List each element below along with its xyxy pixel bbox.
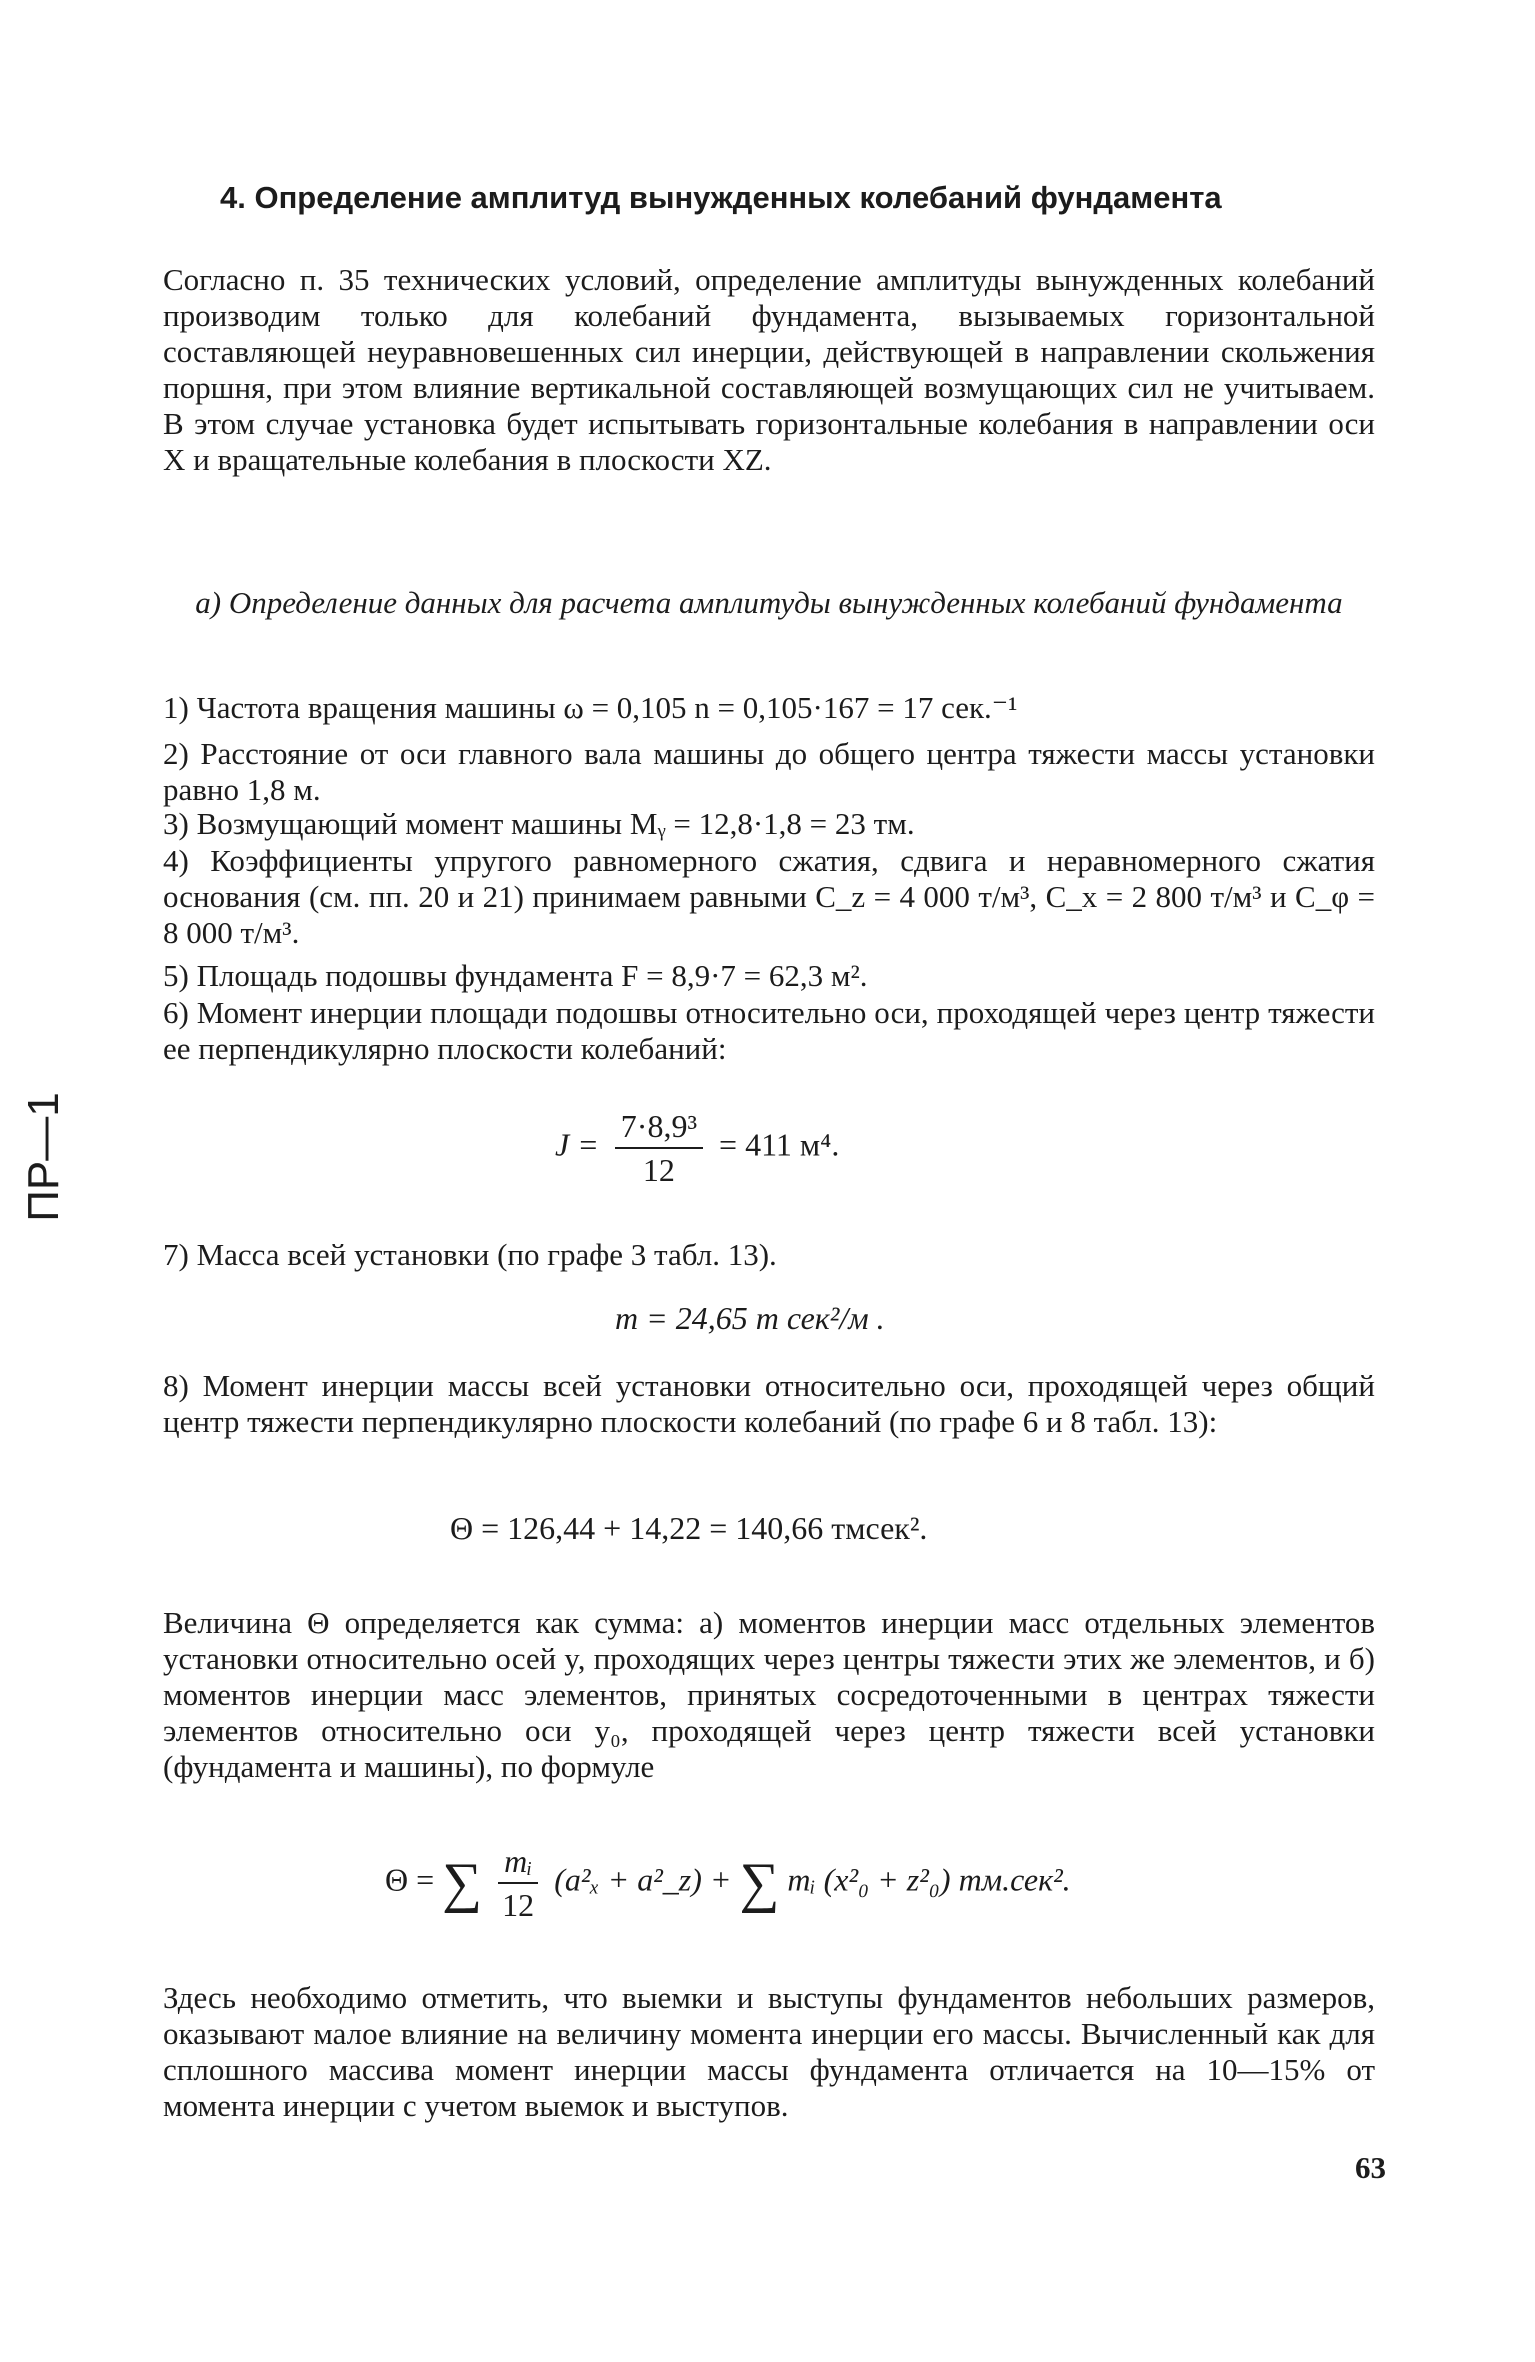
list-item: 5) Площадь подошвы фундамента F = 8,9·7 = 62,3 м². <box>163 958 868 993</box>
formula-inertia-area: J = $\frac{\text{7·8,9³}}{12}$ = 411 м⁴. <box>555 1105 839 1191</box>
formula-theta: Θ = 126,44 + 14,22 = 140,66 тмсек². <box>450 1510 928 1546</box>
formula-mass: m = 24,65 т сек²/м . <box>615 1300 885 1336</box>
page-number: 63 <box>1355 2150 1386 2185</box>
closing-paragraph: Здесь необходимо отметить, что выемки и выступы фундаментов небольших размеров, оказывают малое влияние на величину момента инерции его массы. Вычисленный как для сплошного массива момент инерции массы фундамента отличается на 10—15% от момента инерции с учетом выемок и выступов. <box>163 1980 1375 2123</box>
theta-paragraph: Величина Θ определяется как сумма: а) моментов инерции масс отдельных элементов установки относительно осей y, проходящих через центры тяжести этих же элементов, и б) моментов инерции масс элементов, принятых сосредоточенными в центрах тяжести элементов относительно оси y₀, проходящей через центр тяжести всей установки (фундамента и машины), по формуле <box>163 1605 1375 1784</box>
list-item: 3) Возмущающий момент машины Mᵧ = 12,8·1,8 = 23 тм. <box>163 806 915 841</box>
formula-theta-sum: Θ = ∑ $\frac{\text{mᵢ}}{12}$ (a²ₓ + a²_z) + ∑ mᵢ (x²₀ + z²₀) тм.сек². <box>385 1840 1071 1926</box>
subsection-heading: а) Определение данных для расчета амплитуды вынужденных колебаний фундамента <box>195 585 1343 620</box>
list-item: 2) Расстояние от оси главного вала машины до общего центра тяжести массы установки равно 1,8 м. <box>163 736 1375 807</box>
list-item: 8) Момент инерции массы всей установки относительно оси, проходящей через общий центр тяжести перпендикулярно плоскости колебаний (по графе 6 и 8 табл. 13): <box>163 1368 1375 1439</box>
side-margin-mark: ПР—1 <box>19 1092 68 1222</box>
section-heading: 4. Определение амплитуд вынужденных колебаний фундамента <box>220 180 1222 215</box>
list-item: 6) Момент инерции площади подошвы относительно оси, проходящей через центр тяжести ее перпендикулярно плоскости колебаний: <box>163 995 1375 1066</box>
list-item: 1) Частота вращения машины ω = 0,105 n = 0,105·167 = 17 сек.⁻¹ <box>163 690 1018 725</box>
list-item: 7) Масса всей установки (по графе 3 табл. 13). <box>163 1237 777 1272</box>
list-item: 4) Коэффициенты упругого равномерного сжатия, сдвига и неравномерного сжатия основания (см. пп. 20 и 21) принимаем равными C_z = 4 000 т/м³, C_x = 2 800 т/м³ и C_φ = 8 000 т/м³. <box>163 843 1375 950</box>
intro-paragraph: Согласно п. 35 технических условий, определение амплитуды вынужденных колебаний производим только для колебаний фундамента, вызываемых горизонтальной составляющей неуравновешенных сил инерции, действующей в направлении скольжения поршня, при этом влияние вертикальной составляющей возмущающих сил не учитываем. В этом случае установка будет испытывать горизонтальные колебания в направлении оси X и вращательные колебания в плоскости XZ. <box>163 262 1375 477</box>
